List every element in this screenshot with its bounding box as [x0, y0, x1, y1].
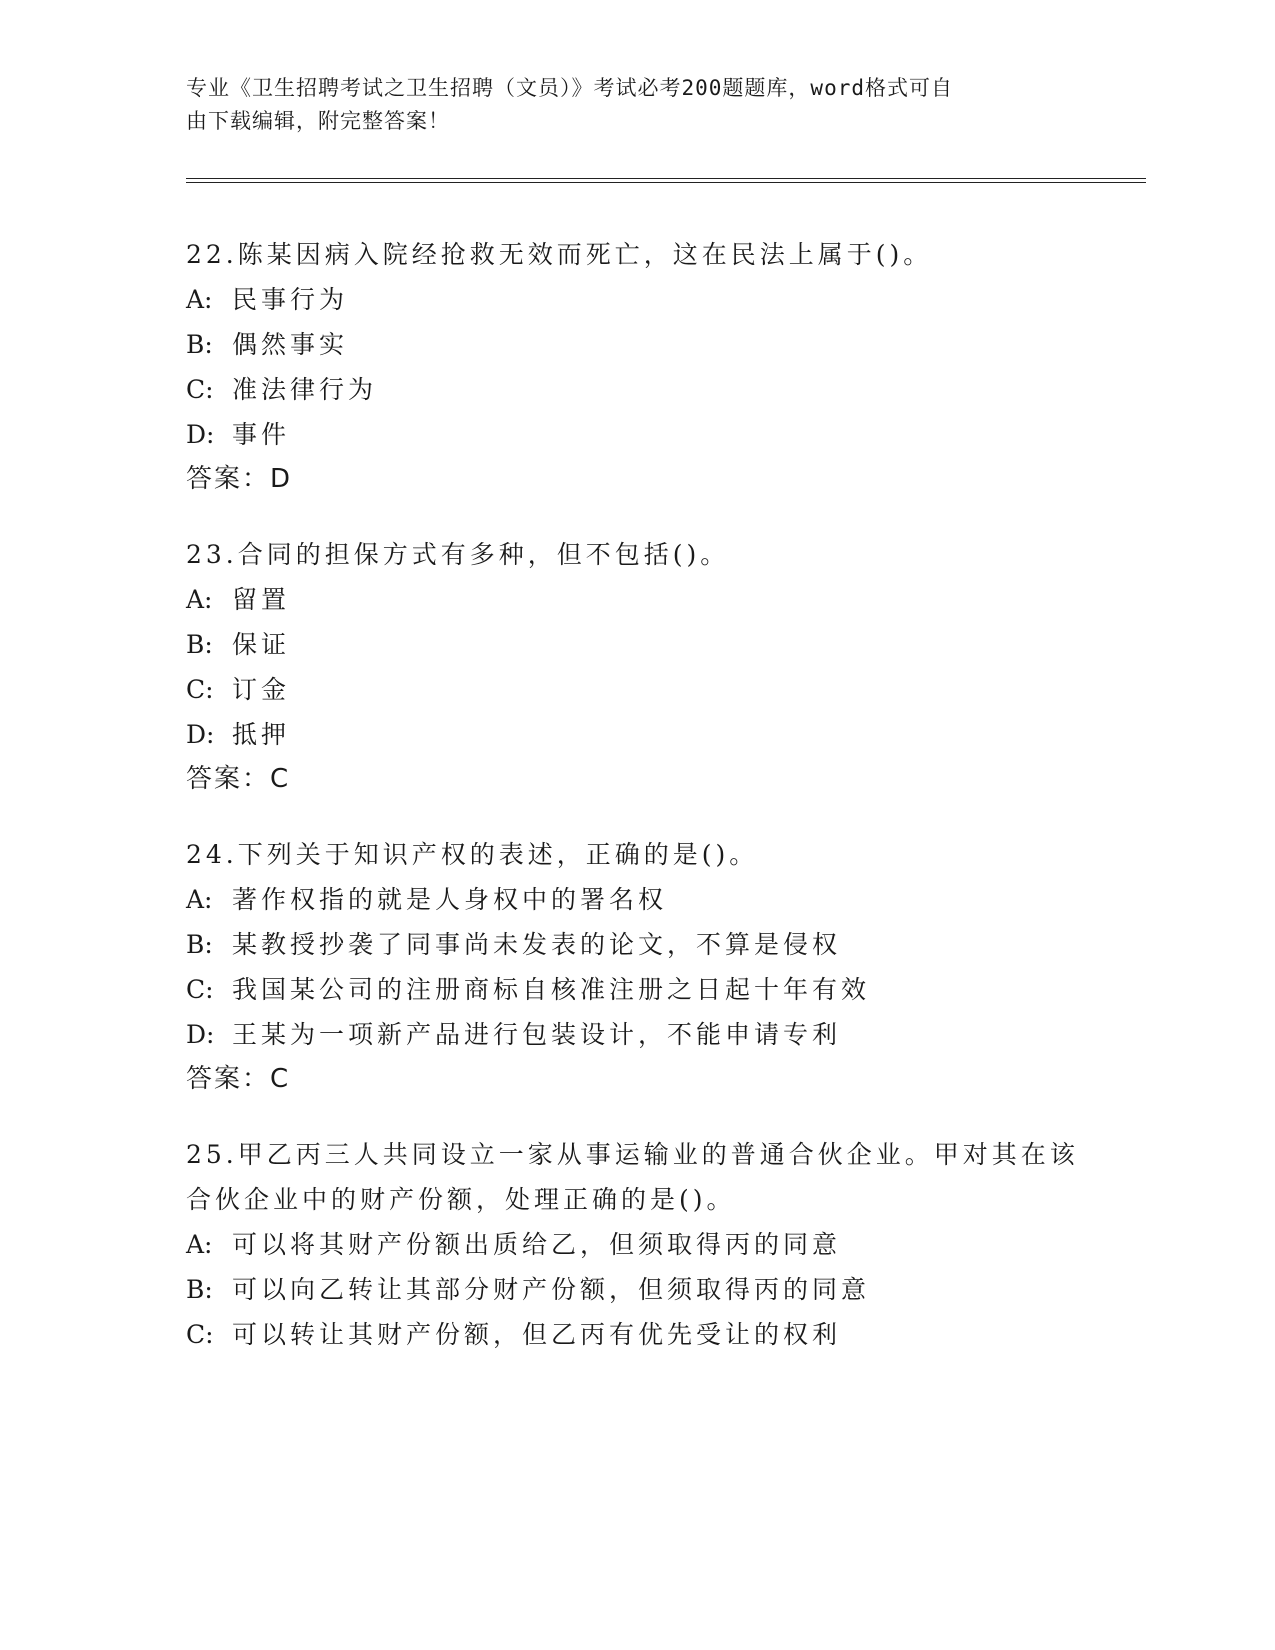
option-text: 可以转让其财产份额，但乙丙有优先受让的权利: [232, 1320, 842, 1349]
option-c: [186, 1312, 1146, 1357]
option-letter: A:: [186, 1230, 213, 1259]
option-d: [186, 712, 1146, 757]
option-text: 保证: [232, 630, 291, 659]
option-text: 可以向乙转让其部分财产份额，但须取得丙的同意: [232, 1275, 871, 1304]
option-d: [186, 1012, 1146, 1057]
option-letter: D:: [186, 720, 215, 749]
header-line-1: 专业《卫生招聘考试之卫生招聘（文员）》考试必考200题题库，word格式可自: [186, 76, 953, 100]
option-letter: B:: [186, 930, 213, 959]
option-letter: B:: [186, 1275, 213, 1304]
option-c: [186, 367, 1146, 412]
option-text: 留置: [232, 585, 291, 614]
option-letter: C:: [186, 675, 214, 704]
answer-label: 答案：C: [186, 1064, 291, 1094]
answer-label: 答案：D: [186, 464, 293, 494]
question-25: [186, 1132, 1146, 1357]
question-stem: 22.陈某因病入院经抢救无效而死亡，这在民法上属于()。: [186, 240, 933, 269]
header-divider-bottom: [186, 182, 1146, 183]
option-text: 民事行为: [232, 285, 349, 314]
question-stem: 24.下列关于知识产权的表述，正确的是()。: [186, 840, 759, 869]
option-letter: A:: [186, 585, 213, 614]
option-text: 抵押: [232, 720, 291, 749]
option-text: 准法律行为: [232, 375, 378, 404]
option-letter: C:: [186, 1320, 214, 1349]
option-letter: B:: [186, 630, 213, 659]
option-b: [186, 322, 1146, 367]
question-list: [186, 232, 1146, 1387]
question-24: [186, 832, 1146, 1102]
option-text: 王某为一项新产品进行包装设计，不能申请专利: [232, 1020, 842, 1049]
question-stem: 23.合同的担保方式有多种，但不包括()。: [186, 540, 730, 569]
answer-label: 答案：C: [186, 764, 291, 794]
question-23: [186, 532, 1146, 802]
option-letter: D:: [186, 420, 215, 449]
option-a: [186, 277, 1146, 322]
option-c: [186, 967, 1146, 1012]
option-a: [186, 1222, 1146, 1267]
header-divider-top: [186, 178, 1146, 179]
option-c: [186, 667, 1146, 712]
option-letter: C:: [186, 375, 214, 404]
option-text: 偶然事实: [232, 330, 349, 359]
option-text: 著作权指的就是人身权中的署名权: [232, 885, 668, 914]
option-letter: A:: [186, 285, 213, 314]
option-b: [186, 922, 1146, 967]
question-stem-line-2: 合伙企业中的财产份额，处理正确的是()。: [186, 1185, 736, 1214]
option-a: [186, 877, 1146, 922]
option-text: 可以将其财产份额出质给乙，但须取得丙的同意: [232, 1230, 842, 1259]
question-stem-line-1: 25.甲乙丙三人共同设立一家从事运输业的普通合伙企业。甲对其在该: [186, 1140, 1079, 1169]
option-letter: D:: [186, 1020, 215, 1049]
document-header: [186, 72, 1066, 138]
option-text: 订金: [232, 675, 291, 704]
option-letter: C:: [186, 975, 214, 1004]
option-letter: B:: [186, 330, 213, 359]
option-d: [186, 412, 1146, 457]
option-b: [186, 622, 1146, 667]
option-b: [186, 1267, 1146, 1312]
question-22: [186, 232, 1146, 502]
option-letter: A:: [186, 885, 213, 914]
option-text: 事件: [232, 420, 291, 449]
header-line-2: 由下载编辑，附完整答案！: [186, 109, 450, 133]
option-text: 我国某公司的注册商标自核准注册之日起十年有效: [232, 975, 871, 1004]
option-text: 某教授抄袭了同事尚未发表的论文，不算是侵权: [232, 930, 842, 959]
option-a: [186, 577, 1146, 622]
